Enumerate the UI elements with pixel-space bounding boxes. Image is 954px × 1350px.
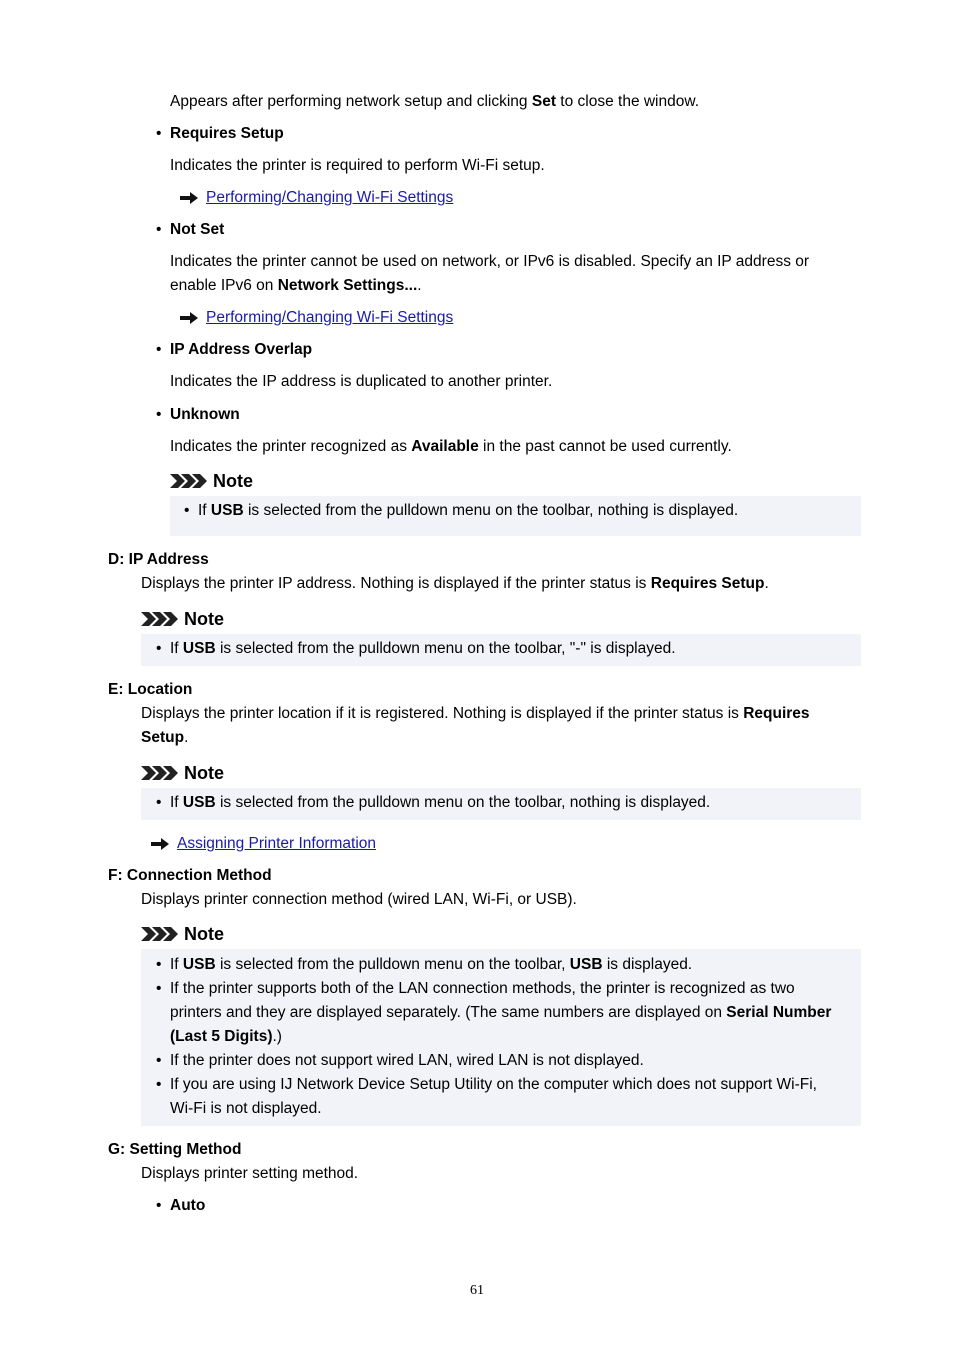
status-item-unknown bbox=[156, 403, 240, 427]
usb-bold: USB bbox=[210, 502, 244, 519]
note-box bbox=[141, 788, 861, 820]
note-icon bbox=[141, 927, 179, 941]
note-icon bbox=[170, 474, 208, 488]
status-description: Indicates the IP address is duplicated to another printer. bbox=[170, 373, 553, 390]
text-span: . bbox=[184, 729, 189, 746]
wifi-settings-link[interactable]: Performing/Changing Wi-Fi Settings bbox=[206, 309, 454, 326]
note-item bbox=[156, 637, 676, 661]
status-item-requires-setup bbox=[156, 122, 284, 146]
bullet: • bbox=[156, 341, 162, 358]
setting-title: Auto bbox=[170, 1197, 206, 1214]
note-box bbox=[141, 634, 861, 666]
status-description: Indicates the printer is required to perform Wi-Fi setup. bbox=[170, 157, 545, 174]
note-heading bbox=[170, 469, 290, 493]
bullet: • bbox=[156, 640, 162, 657]
text-span: If you are using IJ Network Device Setup Utility on the computer which does not support Wi-Fi, bbox=[170, 1076, 817, 1093]
wifi-settings-link[interactable]: Performing/Changing Wi-Fi Settings bbox=[206, 189, 454, 206]
status-description: Indicates the printer cannot be used on network, or IPv6 is disabled. Specify an IP address or bbox=[170, 253, 810, 270]
setup-bold: Setup bbox=[141, 729, 185, 746]
available-bold: Available bbox=[411, 438, 479, 455]
note-heading bbox=[141, 761, 261, 785]
setting-item-auto bbox=[156, 1194, 205, 1218]
usb-bold: USB bbox=[182, 640, 216, 657]
section-description bbox=[141, 572, 769, 596]
text-span: Displays the printer IP address. Nothing is displayed if the printer status is bbox=[141, 575, 651, 592]
status-title: IP Address Overlap bbox=[170, 341, 313, 358]
bullet: • bbox=[156, 956, 162, 973]
bullet: • bbox=[156, 794, 162, 811]
link-row-wifi-settings-1 bbox=[180, 186, 453, 210]
status-description-cont bbox=[170, 274, 422, 298]
note-item bbox=[156, 953, 692, 977]
note-icon bbox=[141, 766, 179, 780]
text-span: If bbox=[170, 956, 183, 973]
text-span: Displays the printer location if it is registered. Nothing is displayed if the printer status is bbox=[141, 705, 744, 722]
text-span: Indicates the printer recognized as bbox=[170, 438, 412, 455]
requires-bold: Requires bbox=[743, 705, 810, 722]
intro-text bbox=[170, 90, 699, 114]
note-item bbox=[156, 791, 710, 815]
note-icon bbox=[141, 612, 179, 626]
text-span: enable IPv6 on bbox=[170, 277, 278, 294]
bullet: • bbox=[156, 1076, 162, 1093]
network-settings-bold: Network Settings... bbox=[277, 277, 418, 294]
text-span: If bbox=[198, 502, 211, 519]
section-description: Displays printer connection method (wired LAN, Wi-Fi, or USB). bbox=[141, 891, 577, 908]
status-item-ip-overlap bbox=[156, 338, 312, 362]
text-span: printers and they are displayed separately. (The same numbers are displayed on bbox=[170, 1004, 727, 1021]
section-title-location: E: Location bbox=[108, 681, 193, 698]
bullet: • bbox=[156, 221, 162, 238]
note-heading bbox=[141, 922, 261, 946]
section-description: Displays printer setting method. bbox=[141, 1165, 359, 1182]
bullet: • bbox=[156, 406, 162, 423]
page-number: 61 bbox=[470, 1283, 484, 1298]
text-span: If bbox=[170, 640, 183, 657]
usb-bold: USB bbox=[569, 956, 603, 973]
note-item-cont bbox=[170, 1001, 831, 1025]
text-span: If the printer does not support wired LAN, wired LAN is not displayed. bbox=[170, 1052, 644, 1069]
note-item bbox=[156, 1049, 644, 1073]
text-span: . bbox=[764, 575, 769, 592]
text-span: in the past cannot be used currently. bbox=[478, 438, 732, 455]
section-title-ip-address: D: IP Address bbox=[108, 551, 209, 568]
text-span: is selected from the pulldown menu on the toolbar, nothing is displayed. bbox=[243, 502, 739, 519]
assigning-printer-info-link[interactable]: Assigning Printer Information bbox=[177, 835, 377, 852]
bullet: • bbox=[156, 980, 162, 997]
text-span: is selected from the pulldown menu on the toolbar, nothing is displayed. bbox=[215, 794, 711, 811]
text-span: If the printer supports both of the LAN connection methods, the printer is recognized as two bbox=[170, 980, 795, 997]
note-heading bbox=[141, 607, 261, 631]
status-item-not-set bbox=[156, 218, 224, 242]
note-item-cont bbox=[170, 1025, 282, 1049]
section-title-setting-method: G: Setting Method bbox=[108, 1141, 242, 1158]
note-label: Note bbox=[184, 924, 224, 944]
intro-pre: Appears after performing network setup and clicking bbox=[170, 93, 532, 110]
section-description-cont bbox=[141, 726, 188, 750]
section-title-connection-method: F: Connection Method bbox=[108, 867, 272, 884]
text-span: is displayed. bbox=[602, 956, 693, 973]
arrow-right-icon bbox=[180, 312, 206, 324]
text-span: is selected from the pulldown menu on the toolbar, "-" is displayed. bbox=[215, 640, 676, 657]
bullet: • bbox=[156, 125, 162, 142]
text-span: .) bbox=[272, 1028, 282, 1045]
note-label: Note bbox=[213, 471, 253, 491]
intro-bold: Set bbox=[531, 93, 556, 110]
status-title: Requires Setup bbox=[170, 125, 284, 142]
note-item-cont: Wi-Fi is not displayed. bbox=[170, 1100, 322, 1117]
intro-post: to close the window. bbox=[555, 93, 700, 110]
arrow-right-icon bbox=[151, 838, 177, 850]
text-span: is selected from the pulldown menu on the toolbar, bbox=[215, 956, 570, 973]
note-label: Note bbox=[184, 763, 224, 783]
status-description bbox=[170, 435, 732, 459]
arrow-right-icon bbox=[180, 192, 206, 204]
text-span: If bbox=[170, 794, 183, 811]
link-row-wifi-settings-2 bbox=[180, 306, 453, 330]
last-digits-bold: (Last 5 Digits) bbox=[170, 1028, 273, 1045]
status-title: Not Set bbox=[170, 221, 225, 238]
status-title: Unknown bbox=[170, 406, 240, 423]
requires-setup-bold: Requires Setup bbox=[650, 575, 765, 592]
usb-bold: USB bbox=[182, 956, 216, 973]
bullet: • bbox=[156, 1197, 162, 1214]
note-item bbox=[156, 977, 795, 1001]
note-box bbox=[141, 949, 861, 1126]
usb-bold: USB bbox=[182, 794, 216, 811]
text-span: . bbox=[417, 277, 422, 294]
note-box bbox=[170, 496, 861, 536]
bullet: • bbox=[156, 1052, 162, 1069]
note-label: Note bbox=[184, 609, 224, 629]
note-item bbox=[156, 1073, 817, 1097]
link-row-assigning-info bbox=[151, 832, 376, 856]
section-description bbox=[141, 702, 810, 726]
bullet: • bbox=[184, 502, 190, 519]
note-item bbox=[184, 499, 738, 523]
serial-number-bold: Serial Number bbox=[726, 1004, 832, 1021]
